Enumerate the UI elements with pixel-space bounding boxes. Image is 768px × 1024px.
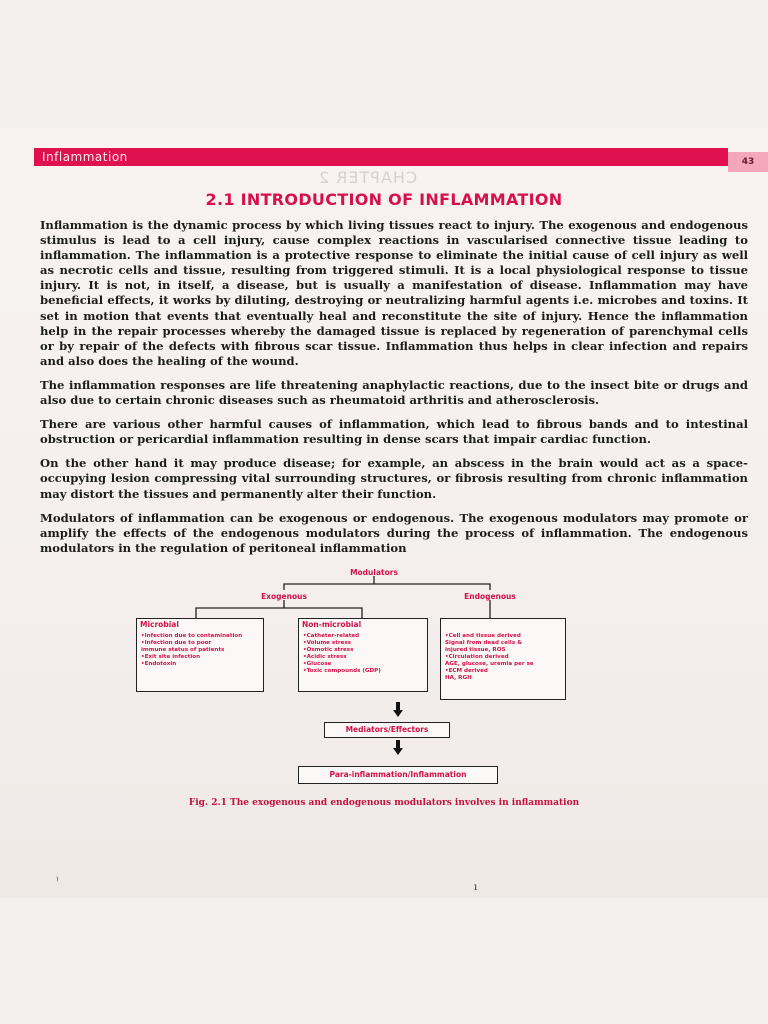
microbial-item: •Infection due to contamination xyxy=(141,633,243,639)
microbial-item: •Infection due to poor xyxy=(141,640,212,646)
paragraph-responses: The inflammation responses are life threatening anaphylactic reactions, due to the insect bite or drugs and also due to certain chronic diseases such as rheumatoid arthritis and atherosclerosis. xyxy=(40,377,748,408)
microbial-title: Microbial xyxy=(140,620,179,629)
arrow-down-icon xyxy=(396,702,400,710)
body-text xyxy=(40,218,748,565)
connector-root xyxy=(284,584,490,590)
endogenous-item: injured tissue, ROS xyxy=(445,647,506,653)
figure-caption: Fig. 2.1 The exogenous and endogenous modulators involves in inflammation xyxy=(188,798,580,808)
non-microbial-box xyxy=(298,618,428,692)
outcome-box: Para-inflammation/Inflammation xyxy=(298,766,498,784)
non-microbial-item: •Toxic compounds (GDP) xyxy=(303,668,381,674)
paragraph-harmful-causes: There are various other harmful causes of inflammation, which lead to fibrous bands and to intestinal obstruction or pericardial inflammation resulting in dense scars that impair cardiac function. xyxy=(40,417,748,447)
page-mark-center: ı xyxy=(474,882,478,893)
endogenous-label: Endogenous xyxy=(464,592,516,601)
non-microbial-item: •Volume stress xyxy=(303,640,352,646)
microbial-item: •Exit site infection xyxy=(141,654,201,660)
page-mark-left: ⁾ xyxy=(56,876,59,887)
exogenous-label: Exogenous xyxy=(261,592,307,601)
microbial-item: •Endotoxin xyxy=(141,661,177,667)
page-number: 43 xyxy=(728,152,768,172)
endogenous-item: •Cell and tissue derived xyxy=(445,633,521,639)
section-title: 2.1 INTRODUCTION OF INFLAMMATION xyxy=(205,190,563,209)
mediators-box: Mediators/Effectors xyxy=(324,722,450,738)
endogenous-item: HA, RGH xyxy=(445,675,472,681)
running-header-title: Inflammation xyxy=(42,150,128,164)
endogenous-box xyxy=(440,618,566,700)
arrow-head-icon xyxy=(393,710,403,717)
non-microbial-title: Non-microbial xyxy=(302,620,362,629)
endogenous-item: •Circulation derived xyxy=(445,654,509,660)
endogenous-item: AGE, glucose, uremia per se xyxy=(445,661,534,667)
non-microbial-item: •Glucose xyxy=(303,661,332,667)
paragraph-disease: On the other hand it may produce disease; for example, an abscess in the brain would act as a space-occupying lesion compressing vital surrounding structures, or fibrosis resulting from chronic inflammation may distort the tissues and permanently alter their function. xyxy=(40,456,748,501)
endogenous-item: Signal from dead cells & xyxy=(445,640,523,646)
microbial-item: immune status of patients xyxy=(141,647,225,653)
connector-exogenous xyxy=(196,608,362,618)
running-header-bar xyxy=(34,148,728,166)
endogenous-item: •ECM derived xyxy=(445,668,488,674)
paragraph-intro: Inflammation is the dynamic process by which living tissues react to injury. The exogenous and endogenous stimulus is lead to a cell injury, cause complex reactions in vascularised connective tissue leading to inflammation. The inflammation is a protective response to eliminate the initial cause of cell injury as well as necrotic cells and tissue, resulting from triggered stimuli. It is a local physiological response to tissue injury. It is not, in itself, a disease, but is usually a manifestation of disease. Inflammation may have beneficial effects, it works by diluting, destroying or neutralizing harmful agents i.e. microbes and toxins. It set in motion that events that eventually heal and reconstitute the site of injury. Hence the inflammation help in the repair processes whereby the damaged tissue is replaced by regeneration of parenchymal cells or by repair of the defects with fibrous scar tissue. Inflammation thus helps in clear infection and repairs and also does the healing of the wound. xyxy=(40,218,748,368)
non-microbial-item: •Osmotic stress xyxy=(303,647,354,653)
microbial-box xyxy=(136,618,264,692)
modulators-diagram xyxy=(134,568,574,788)
root-label: Modulators xyxy=(350,568,398,577)
paragraph-modulators: Modulators of inflammation can be exogenous or endogenous. The exogenous modulators may promote or amplify the effects of the endogenous modulators during the process of inflammation. The endogenous modulators in the regulation of peritoneal inflammation xyxy=(40,510,748,555)
arrow-down-icon xyxy=(396,740,400,748)
non-microbial-item: •Catheter-related xyxy=(303,633,360,639)
arrow-head-icon xyxy=(393,748,403,755)
non-microbial-item: •Acidic stress xyxy=(303,654,347,660)
chapter-bleedthrough-text: CHAPTER 2 xyxy=(318,168,418,187)
